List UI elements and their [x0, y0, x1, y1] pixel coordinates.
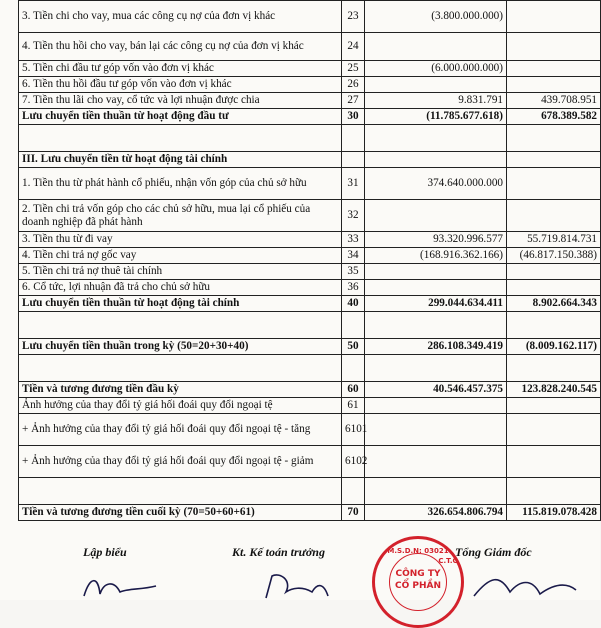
cash-flow-table-body [19, 1, 601, 521]
row-description: 2. Tiền chi trả vốn góp cho các chủ sở hữu, mua lại cổ phiếu của doanh nghiệp đã phát hành [19, 200, 342, 232]
table-row [19, 339, 601, 355]
row-code: 26 [342, 77, 365, 93]
row-description: 4. Tiền chi trả nợ gốc vay [19, 248, 342, 264]
row-description: 4. Tiền thu hồi cho vay, bán lại các công cụ nợ của đơn vị khác [19, 33, 342, 61]
row-description: 3. Tiền chi cho vay, mua các công cụ nợ của đơn vị khác [19, 1, 342, 33]
row-description: Lưu chuyển tiền thuần từ hoạt động đầu tư [19, 109, 342, 125]
company-seal [372, 536, 464, 628]
row-current-period [365, 355, 507, 382]
row-code: 25 [342, 61, 365, 77]
row-current-period [365, 478, 507, 505]
row-code: 23 [342, 1, 365, 33]
preparer-signature [80, 572, 160, 600]
row-current-period [365, 398, 507, 414]
seal-line-2: CỔ PHẦN [394, 581, 441, 591]
cash-flow-table [18, 0, 601, 521]
row-code: 40 [342, 296, 365, 312]
row-previous-period [507, 414, 601, 446]
row-previous-period: 123.828.240.545 [507, 382, 601, 398]
row-previous-period: 8.902.664.343 [507, 296, 601, 312]
row-code: 32 [342, 200, 365, 232]
seal-line-1: CÔNG TY [395, 569, 441, 579]
table-row [19, 109, 601, 125]
row-previous-period [507, 33, 601, 61]
row-previous-period [507, 77, 601, 93]
row-current-period [365, 152, 507, 168]
row-previous-period [507, 61, 601, 77]
row-previous-period [507, 478, 601, 505]
row-code: 36 [342, 280, 365, 296]
row-code: 27 [342, 93, 365, 109]
row-code: 70 [342, 505, 365, 521]
row-code [342, 312, 365, 339]
row-current-period [365, 446, 507, 478]
row-code: 31 [342, 168, 365, 200]
row-code: 6101 [342, 414, 365, 446]
row-current-period: 374.640.000.000 [365, 168, 507, 200]
row-previous-period [507, 200, 601, 232]
row-description [19, 312, 342, 339]
seal-tax-code: M.S.D.N: 03021 [387, 547, 449, 555]
table-row [19, 168, 601, 200]
seal-side-text: C.T.C [438, 557, 458, 565]
row-current-period: (168.916.362.166) [365, 248, 507, 264]
row-current-period [365, 312, 507, 339]
row-description: + Ảnh hưởng của thay đổi tỷ giá hối đoái quy đổi ngoại tệ - tăng [19, 414, 342, 446]
row-code [342, 152, 365, 168]
table-row [19, 232, 601, 248]
row-current-period [365, 125, 507, 152]
row-current-period: 326.654.806.794 [365, 505, 507, 521]
row-description: 6. Cổ tức, lợi nhuận đã trả cho chủ sở hữu [19, 280, 342, 296]
row-description: + Ảnh hưởng của thay đổi tỷ giá hối đoái quy đổi ngoại tệ - giảm [19, 446, 342, 478]
row-current-period: (11.785.677.618) [365, 109, 507, 125]
table-row [19, 152, 601, 168]
row-code: 35 [342, 264, 365, 280]
table-row [19, 398, 601, 414]
table-row [19, 33, 601, 61]
table-row [19, 125, 601, 152]
row-code [342, 355, 365, 382]
row-current-period: 93.320.996.577 [365, 232, 507, 248]
row-description: 1. Tiền thu từ phát hành cổ phiếu, nhận vốn góp của chủ sở hữu [19, 168, 342, 200]
row-previous-period: (8.009.162.117) [507, 339, 601, 355]
row-code: 30 [342, 109, 365, 125]
row-code: 61 [342, 398, 365, 414]
row-description [19, 125, 342, 152]
row-current-period: 9.831.791 [365, 93, 507, 109]
row-current-period [365, 280, 507, 296]
table-row [19, 1, 601, 33]
row-current-period: 40.546.457.375 [365, 382, 507, 398]
row-description: Tiền và tương đương tiền cuối kỳ (70=50+60+61) [19, 505, 342, 521]
row-code: 24 [342, 33, 365, 61]
row-code: 34 [342, 248, 365, 264]
row-code [342, 125, 365, 152]
row-description: 6. Tiền thu hồi đầu tư góp vốn vào đơn vị khác [19, 77, 342, 93]
row-previous-period: 115.819.078.428 [507, 505, 601, 521]
row-description: III. Lưu chuyển tiền từ hoạt động tài chính [19, 152, 342, 168]
table-row [19, 61, 601, 77]
row-current-period [365, 414, 507, 446]
row-description: Tiền và tương đương tiền đầu kỳ [19, 382, 342, 398]
row-previous-period [507, 168, 601, 200]
row-code: 33 [342, 232, 365, 248]
chief-accountant-label: Kt. Kế toán trưởng [232, 545, 325, 559]
row-description: 5. Tiền chi đầu tư góp vốn vào đơn vị khác [19, 61, 342, 77]
row-current-period [365, 264, 507, 280]
preparer-label: Lập biểu [83, 545, 127, 559]
row-previous-period [507, 264, 601, 280]
row-description: 5. Tiền chi trả nợ thuê tài chính [19, 264, 342, 280]
row-code: 50 [342, 339, 365, 355]
row-description: 7. Tiền thu lãi cho vay, cổ tức và lợi nhuận được chia [19, 93, 342, 109]
table-row [19, 505, 601, 521]
row-current-period: (6.000.000.000) [365, 61, 507, 77]
row-previous-period [507, 446, 601, 478]
row-previous-period [507, 398, 601, 414]
row-code: 60 [342, 382, 365, 398]
row-description [19, 355, 342, 382]
row-previous-period [507, 280, 601, 296]
row-previous-period [507, 355, 601, 382]
row-previous-period [507, 1, 601, 33]
table-row [19, 296, 601, 312]
row-code: 6102 [342, 446, 365, 478]
table-row [19, 478, 601, 505]
table-row [19, 248, 601, 264]
table-row [19, 312, 601, 339]
table-row [19, 93, 601, 109]
row-current-period [365, 200, 507, 232]
row-description [19, 478, 342, 505]
row-current-period [365, 33, 507, 61]
director-signature [470, 570, 580, 600]
row-previous-period: (46.817.150.388) [507, 248, 601, 264]
director-label: Tổng Giám đốc [455, 545, 532, 559]
table-row [19, 200, 601, 232]
row-previous-period [507, 312, 601, 339]
row-description: Lưu chuyển tiền thuần từ hoạt động tài chính [19, 296, 342, 312]
table-row [19, 446, 601, 478]
table-row [19, 414, 601, 446]
row-description: Ảnh hưởng của thay đổi tỷ giá hối đoái quy đổi ngoại tệ [19, 398, 342, 414]
table-row [19, 355, 601, 382]
chief-accountant-signature [262, 570, 332, 600]
row-previous-period: 439.708.951 [507, 93, 601, 109]
row-current-period [365, 77, 507, 93]
table-row [19, 77, 601, 93]
table-row [19, 280, 601, 296]
row-description: 3. Tiền thu từ đi vay [19, 232, 342, 248]
row-previous-period [507, 152, 601, 168]
table-row [19, 382, 601, 398]
row-description: Lưu chuyển tiền thuần trong kỳ (50=20+30+40) [19, 339, 342, 355]
row-current-period: 286.108.349.419 [365, 339, 507, 355]
table-row [19, 264, 601, 280]
row-previous-period: 55.719.814.731 [507, 232, 601, 248]
row-code [342, 478, 365, 505]
row-previous-period [507, 125, 601, 152]
row-previous-period: 678.389.582 [507, 109, 601, 125]
row-current-period: 299.044.634.411 [365, 296, 507, 312]
row-current-period: (3.800.000.000) [365, 1, 507, 33]
